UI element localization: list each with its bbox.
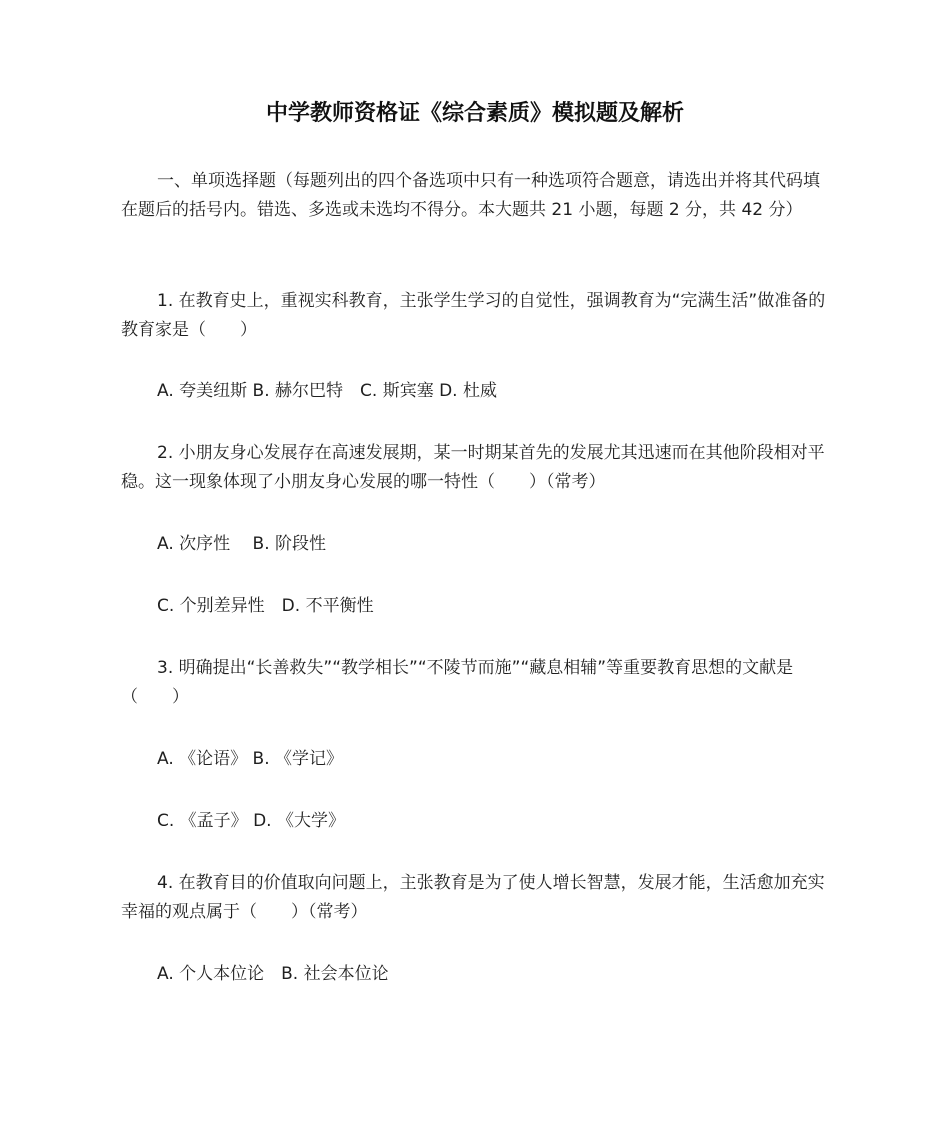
question-3-options-ab: A. 《论语》 B. 《学记》	[157, 749, 344, 769]
question-4-stem: 4. 在教育目的价值取向问题上，主张教育是为了使人增长智慧，发展才能，生活愈加充实幸福的观点属于（ ）（常考）	[121, 873, 825, 922]
question-2-options-cd: C. 个别差异性 D. 不平衡性	[157, 596, 374, 616]
question-3-options-cd: C. 《孟子》 D. 《大学》	[157, 811, 345, 831]
question-4-options-ab: A. 个人本位论 B. 社会本位论	[157, 964, 389, 984]
question-1-options: A. 夸美纽斯 B. 赫尔巴特 C. 斯宾塞 D. 杜威	[157, 381, 497, 401]
question-2-options-ab: A. 次序性 B. 阶段性	[157, 534, 327, 554]
document-title: 中学教师资格证《综合素质》模拟题及解析	[265, 101, 684, 126]
question-2-stem: 2. 小朋友身心发展存在高速发展期，某一时期某首先的发展尤其迅速而在其他阶段相对平稳。这一现象体现了小朋友身心发展的哪一特性（ ）（常考）	[121, 443, 825, 492]
question-1-stem: 1. 在教育史上，重视实科教育，主张学生学习的自觉性，强调教育为“完满生活”做准备的教育家是（ ）	[121, 291, 826, 340]
section-heading: 一、单项选择题（每题列出的四个备选项中只有一种选项符合题意，请选出并将其代码填在题后的括号内。错选、多选或未选均不得分。本大题共 21 小题，每题 2 分，共 42 分）	[121, 171, 820, 220]
question-3-stem: 3. 明确提出“长善救失”“教学相长”“不陵节而施”“藏息相辅”等重要教育思想的文献是（ ）	[121, 658, 794, 707]
